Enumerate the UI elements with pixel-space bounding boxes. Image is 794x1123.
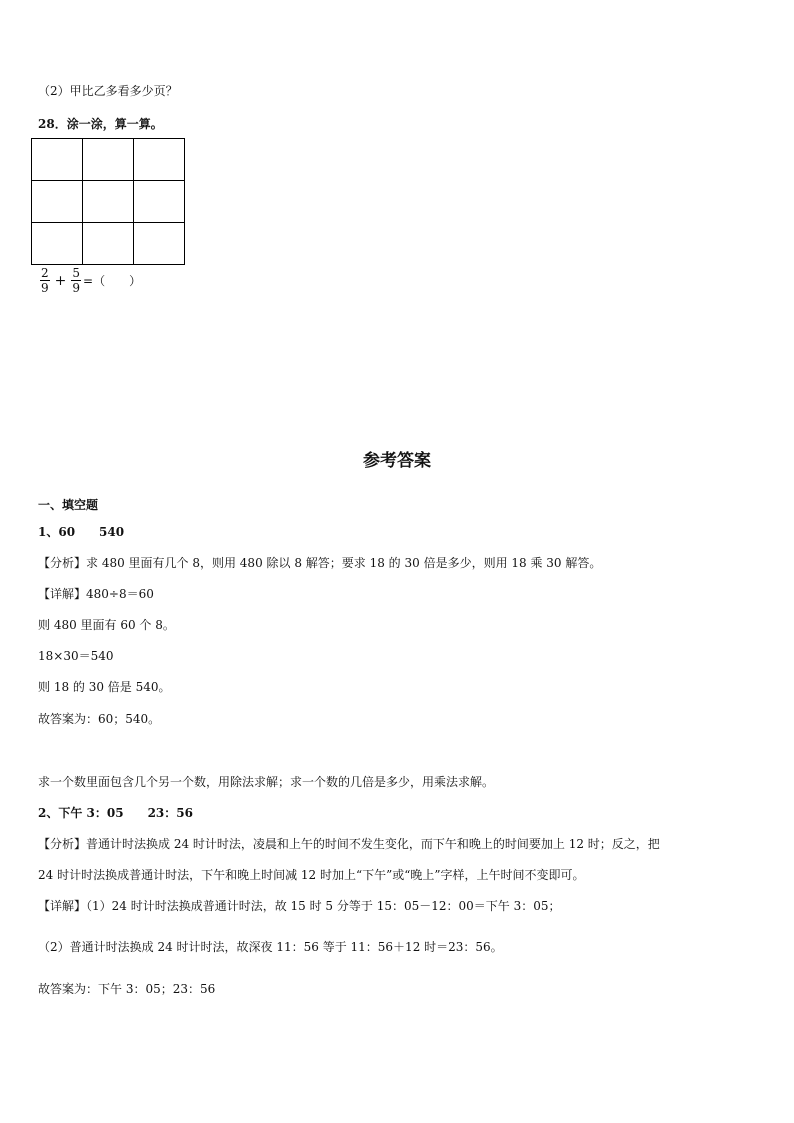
question-2: （2）甲比乙多看多少页？ xyxy=(38,84,178,98)
answer-1-line: 则 480 里面有 60 个 8。 xyxy=(38,618,175,632)
answer-2-detail: 【详解】（1）24 时计时法换成普通计时法，故 15 时 5 分等于 15：05－12：00＝下午 3：05； xyxy=(38,899,561,913)
answer-1-note: 求一个数里面包含几个另一个数，用除法求解；求一个数的几倍是多少，用乘法求解。 xyxy=(38,775,495,789)
grid-cell[interactable] xyxy=(134,223,185,265)
answer-2-header: 2、下午 3：05 23：56 xyxy=(38,806,193,820)
grid-cell[interactable] xyxy=(134,139,185,181)
shading-grid[interactable] xyxy=(31,138,185,265)
answer-2-final: 故答案为：下午 3：05；23：56 xyxy=(38,982,216,996)
question-28: 28．涂一涂，算一算。 xyxy=(38,117,163,131)
section-heading: 一、填空题 xyxy=(38,498,99,512)
grid-cell[interactable] xyxy=(32,223,83,265)
grid-cell[interactable] xyxy=(83,139,134,181)
answer-2-detail: （2）普通计时法换成 24 时计时法，故深夜 11：56 等于 11：56＋12 时＝23：56。 xyxy=(38,940,503,954)
grid-cell[interactable] xyxy=(32,139,83,181)
fraction-5-9: $\frac{5}{9}$ xyxy=(72,266,81,295)
answer-title: 参考答案 xyxy=(363,451,431,471)
answer-1-detail: 【详解】480÷8＝60 xyxy=(38,587,154,601)
grid-cell[interactable] xyxy=(32,181,83,223)
fraction-expression xyxy=(38,266,141,295)
grid-cell[interactable] xyxy=(134,181,185,223)
grid-cell[interactable] xyxy=(83,223,134,265)
answer-1-line: 18×30＝540 xyxy=(38,649,114,663)
fraction-2-9: $\frac{2}{9}$ xyxy=(41,266,49,295)
plus-sign: + xyxy=(54,272,67,289)
grid-cell[interactable] xyxy=(83,181,134,223)
equals-blank: =（ ） xyxy=(83,274,142,288)
answer-2-analysis: 24 时计时法换成普通计时法，下午和晚上时间减 12 时加上“下午”或“晚上”字样，上午时间不变即可。 xyxy=(38,868,585,882)
answer-1-header: 1、60 540 xyxy=(38,525,125,539)
answer-1-final: 故答案为：60；540。 xyxy=(38,712,161,726)
answer-1-analysis: 【分析】求 480 里面有几个 8，则用 480 除以 8 解答；要求 18 的 30 倍是多少，则用 18 乘 30 解答。 xyxy=(38,556,602,570)
answer-1-line: 则 18 的 30 倍是 540。 xyxy=(38,680,171,694)
answer-2-analysis: 【分析】普通计时法换成 24 时计时法，凌晨和上午的时间不发生变化，而下午和晚上的时间要加上 12 时；反之，把 xyxy=(38,837,660,851)
